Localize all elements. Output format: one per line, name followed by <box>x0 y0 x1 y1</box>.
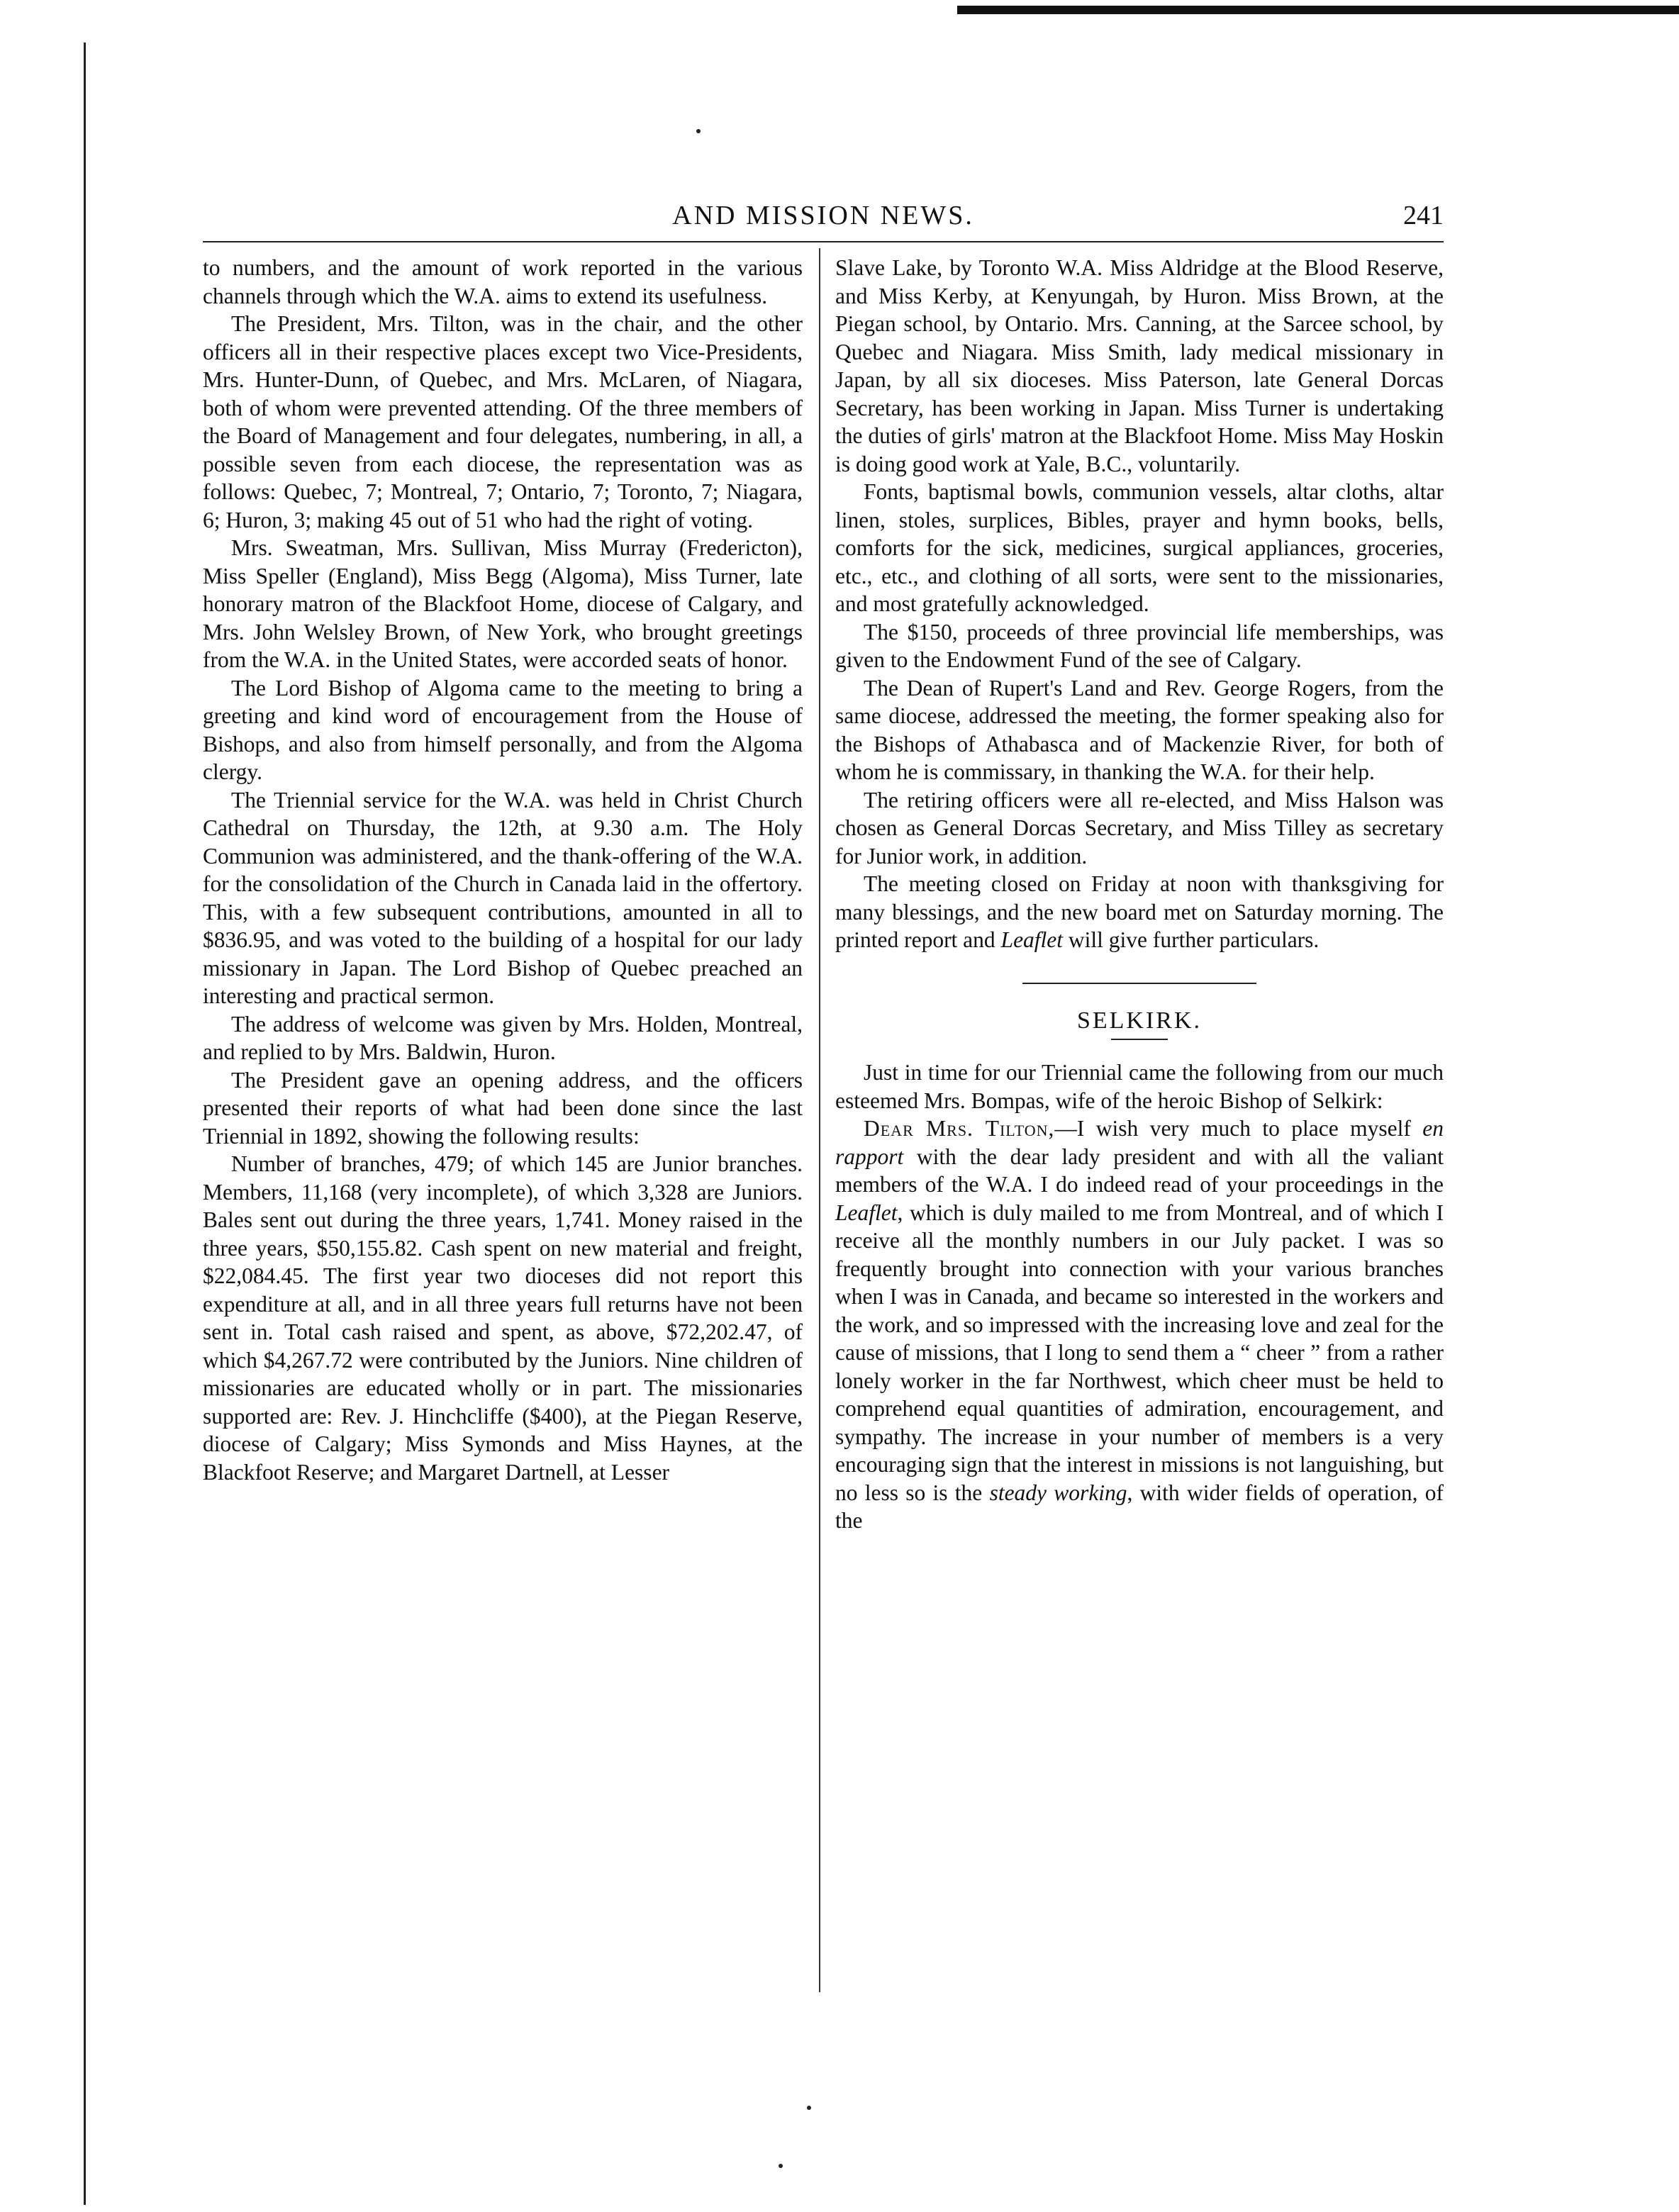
text-run: , with wider fields of operation, of the <box>835 1480 1444 1533</box>
print-speck <box>696 129 701 133</box>
print-speck <box>779 2164 783 2168</box>
left-column <box>203 254 803 1486</box>
italic-phrase: en rapport <box>835 1116 1444 1169</box>
paragraph: The Lord Bishop of Algoma came to the meeting to bring a greeting and kind word of encouragement from the House of Bishops, and also from himself personally, and from the Algoma clergy. <box>203 675 803 784</box>
paragraph-closing <box>835 870 1444 954</box>
paragraph: The President gave an opening address, and the officers presented their reports of what had been done since the last Triennial in 1892, showing the following results: <box>203 1067 803 1149</box>
text-run: with the dear lady president and with all the valiant members of the W.A. I do indeed read of your proceedings in the <box>835 1144 1444 1197</box>
top-edge-rule <box>957 6 1679 14</box>
paragraph: Number of branches, 479; of which 145 are Junior branches. Members, 11,168 (very incomplete), of which 3,328 are Juniors. Bales sent out during the three years, 1,741. Money raised in the three years, $50,155.82. Cash spent on new material and freight, $22,084.45. The first year two dioceses did not report this expenditure at all, and in all three years full returns have not been sent in. Total cash raised and spent, as above, $72,202.47, of which $4,267.72 were contributed by the Juniors. Nine children of missionaries are educated wholly or in part. The missionaries supported are: Rev. J. Hinchcliffe ($400), at the Piegan Reserve, diocese of Calgary; Miss Symonds and Miss Haynes, at the Blackfoot Reserve; and Margaret Dartnell, at Lesser <box>203 1151 803 1485</box>
right-column <box>835 254 1444 1535</box>
header-rule <box>203 241 1444 242</box>
paragraph: Mrs. Sweatman, Mrs. Sullivan, Miss Murray (Fredericton), Miss Speller (England), Miss Begg (Algoma), Miss Turner, late honorary matron of the Blackfoot Home, diocese of Calgary, and Mrs. John Welsley Brown, of New York, who brought greetings from the W.A. in the United States, were accorded seats of honor. <box>203 535 803 672</box>
paragraph: The President, Mrs. Tilton, was in the chair, and the other officers all in their respective places except two Vice-Presidents, Mrs. Hunter-Dunn, of Quebec, and Mrs. McLaren, of Niagara, both of whom were prevented attending. Of the three members of the Board of Management and four delegates, numbering, in all, a possible seven from each diocese, the representation was as follows: Quebec, 7; Montreal, 7; Ontario, 7; Toronto, 7; Niagara, 6; Huron, 3; making 45 out of 51 who had the right of voting. <box>203 311 803 532</box>
section-heading: SELKIRK. <box>1076 1007 1203 1034</box>
heading-underline-rule <box>1111 1039 1168 1040</box>
column-divider <box>819 248 820 1992</box>
paragraph: Just in time for our Triennial came the following from our much esteemed Mrs. Bompas, wife of the heroic Bishop of Selkirk: <box>835 1060 1444 1113</box>
text-run: The meeting closed on Friday at noon with thanksgiving for many blessings, and the new board met on Saturday morning. The printed report and <box>835 871 1444 952</box>
paragraph: The retiring officers were all re-elected, and Miss Halson was chosen as General Dorcas Secretary, and Miss Tilley as secretary for Junior work, in addition. <box>835 787 1444 868</box>
paragraph: to numbers, and the amount of work reported in the various channels through which the W.A. aims to extend its usefulness. <box>203 255 803 308</box>
running-head <box>203 197 1444 240</box>
paragraph: The $150, proceeds of three provincial life memberships, was given to the Endowment Fund of the see of Calgary. <box>835 619 1444 672</box>
page-number: 241 <box>1403 201 1444 230</box>
letter-paragraph <box>835 1115 1444 1535</box>
print-speck <box>807 2106 811 2110</box>
paragraph: Slave Lake, by Toronto W.A. Miss Aldridge at the Blood Reserve, and Miss Kerby, at Kenyungah, by Huron. Miss Brown, at the Piegan school, by Ontario. Mrs. Canning, at the Sarcee school, by Quebec and Niagara. Miss Smith, lady medical missionary in Japan, by all six dioceses. Miss Paterson, late General Dorcas Secretary, has been working in Japan. Miss Turner is undertaking the duties of girls' matron at the Blackfoot Home. Miss May Hoskin is doing good work at Yale, B.C., voluntarily. <box>835 255 1444 476</box>
paragraph: The Triennial service for the W.A. was held in Christ Church Cathedral on Thursday, the 12th, at 9.30 a.m. The Holy Communion was administered, and the thank-offering of the W.A. for the consolidation of the Church in Canada laid in the offertory. This, with a few subsequent contributions, amounted in all to $836.95, and was voted to the building of a hospital for our lady missionary in Japan. The Lord Bishop of Quebec preached an interesting and practical sermon. <box>203 787 803 1008</box>
paragraph: The Dean of Rupert's Land and Rev. George Rogers, from the same diocese, addressed the meeting, the former speaking also for the Bishops of Athabasca and of Mackenzie River, for both of whom he is commissary, in thanking the W.A. for their help. <box>835 675 1444 784</box>
paragraph: The address of welcome was given by Mrs. Holden, Montreal, and replied to by Mrs. Baldwin, Huron. <box>203 1011 803 1064</box>
paragraph: Fonts, baptismal bowls, communion vessels, altar cloths, altar linen, stoles, surplices, Bibles, prayer and hymn books, bells, comforts for the sick, medicines, surgical appliances, groceries, etc., etc., and clothing of all sorts, were sent to the missionaries, and most gratefully acknowledged. <box>835 479 1444 616</box>
letter-salutation: Dear Mrs. Tilton, <box>864 1116 1055 1141</box>
page-gutter-edge <box>84 43 86 2205</box>
italic-phrase: steady working <box>989 1480 1127 1505</box>
leaflet-title: Leaflet <box>1000 927 1064 952</box>
text-run: , which is duly mailed to me from Montreal, and of which I receive all the monthly numbers in our July packet. I was so frequently brought into connection with your various branches when I was in Canada, and became so interested in the workers and the work, and so impressed with the increasing love and zeal for the cause of missions, that I long to send them a “ cheer ” from a rather lonely worker in the far Northwest, which cheer must be held to comprehend equal quantities of admiration, encouragement, and sympathy. The increase in your number of members is a very encouraging sign that the interest in missions is not languishing, but no less so is the <box>835 1200 1444 1505</box>
section-divider-rule <box>1022 983 1256 984</box>
running-title: AND MISSION NEWS. <box>672 201 974 230</box>
leaflet-title: Leaflet <box>835 1200 898 1225</box>
text-run: will give further particulars. <box>1063 927 1320 952</box>
text-run: —I wish very much to place myself <box>1054 1116 1423 1141</box>
